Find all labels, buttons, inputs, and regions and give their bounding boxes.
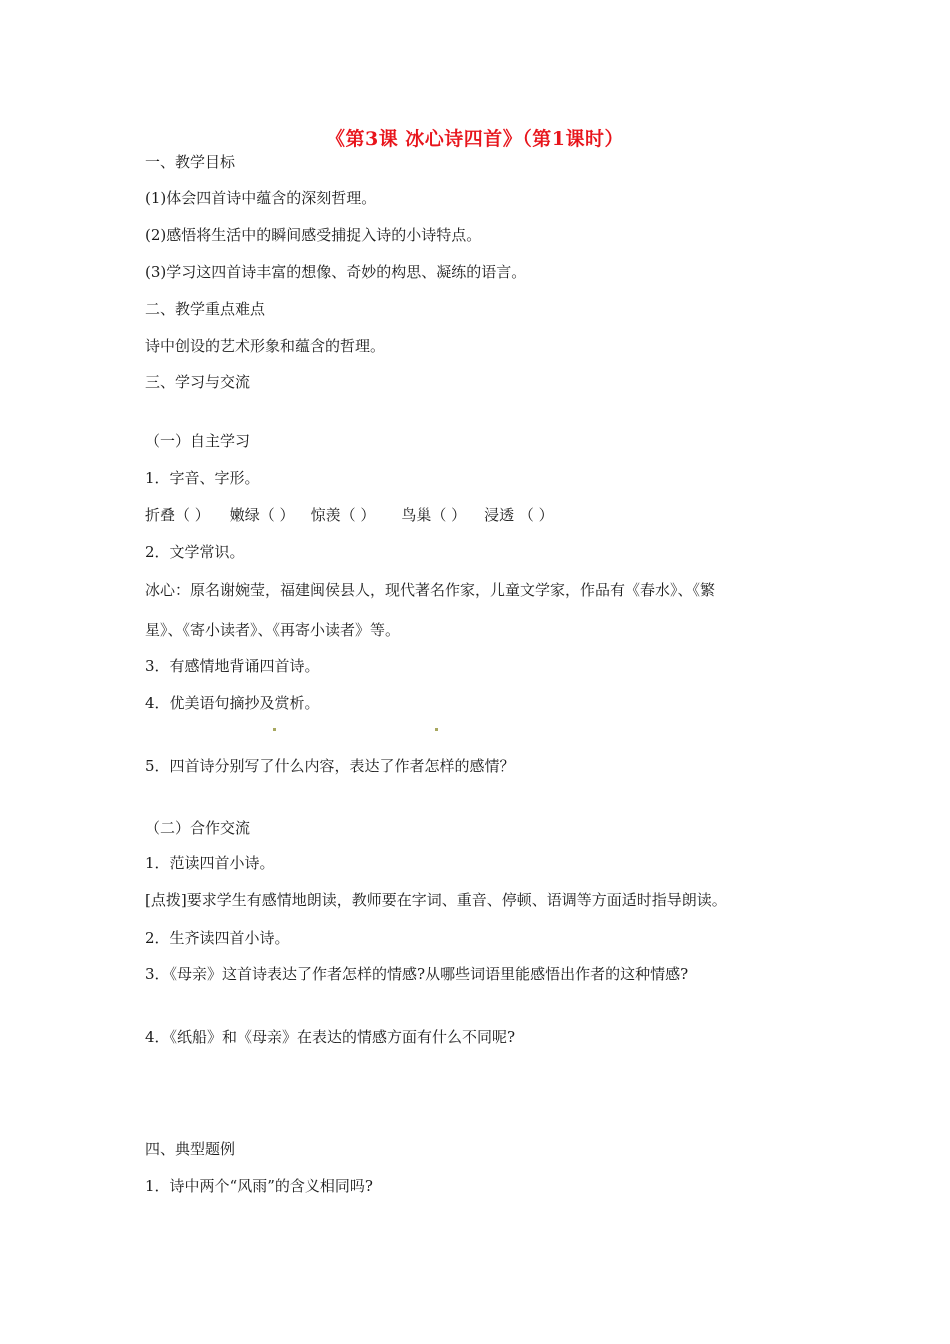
author-bio-line-1: 冰心：原名谢婉莹，福建闽侯县人，现代著名作家，儿童文学家，作品有《春水》、《繁: [145, 581, 716, 599]
item-group-reading: 2．生齐读四首小诗。: [145, 929, 290, 947]
goal-1: (1)体会四首诗中蕴含的深刻哲理。: [145, 189, 377, 207]
item-mother-question: 3．《母亲》这首诗表达了作者怎样的情感?从哪些词语里能感悟出作者的这种情感?: [145, 965, 689, 983]
document-title: 《第3课 冰心诗四首》（第1课时）: [325, 128, 625, 150]
item-pronunciation: 1．字音、字形。: [145, 469, 260, 487]
word-item: 浸透 （ ）: [484, 506, 554, 524]
goal-3: (3)学习这四首诗丰富的想像、奇妙的构思、凝练的语言。: [145, 263, 527, 281]
item-model-reading: 1．范读四首小诗。: [145, 854, 275, 872]
section-heading-key-points: 二、教学重点难点: [145, 300, 266, 318]
word-item: 惊羡（ ）: [310, 506, 376, 524]
goal-2: (2)感悟将生活中的瞬间感受捕捉入诗的小诗特点。: [145, 226, 482, 244]
item-recite: 3．有感情地背诵四首诗。: [145, 657, 320, 675]
section-heading-goals: 一、教学目标: [145, 153, 236, 171]
word-list: [145, 505, 554, 525]
subsection-self-study: （一）自主学习: [145, 432, 251, 450]
item-content-question: 5．四首诗分别写了什么内容，表达了作者怎样的感情？: [145, 757, 515, 775]
speck-mark: [273, 728, 276, 731]
section-heading-examples: 四、典型题例: [145, 1140, 236, 1158]
item-excerpt: 4．优美语句摘抄及赏析。: [145, 694, 320, 712]
author-bio-line-2: 星》、《寄小读者》、《再寄小读者》等。: [145, 621, 401, 639]
key-points-text: 诗中创设的艺术形象和蕴含的哲理。: [145, 337, 386, 355]
item-literature: 2．文学常识。: [145, 543, 245, 561]
subsection-cooperation: （二）合作交流: [145, 819, 251, 837]
section-heading-study: 三、学习与交流: [145, 373, 251, 391]
word-item: 鸟巢（ ）: [401, 506, 467, 524]
item-compare-question: 4．《纸船》和《母亲》在表达的情感方面有什么不同呢?: [145, 1028, 516, 1046]
word-item: 嫩绿（ ）: [229, 506, 295, 524]
example-question-1: 1．诗中两个“风雨”的含义相同吗?: [145, 1177, 373, 1195]
speck-mark: [435, 728, 438, 731]
word-item: 折叠（ ）: [145, 506, 210, 524]
teacher-tip: [点拨]要求学生有感情地朗读，教师要在字词、重音、停顿、语调等方面适时指导朗读。: [145, 891, 727, 909]
